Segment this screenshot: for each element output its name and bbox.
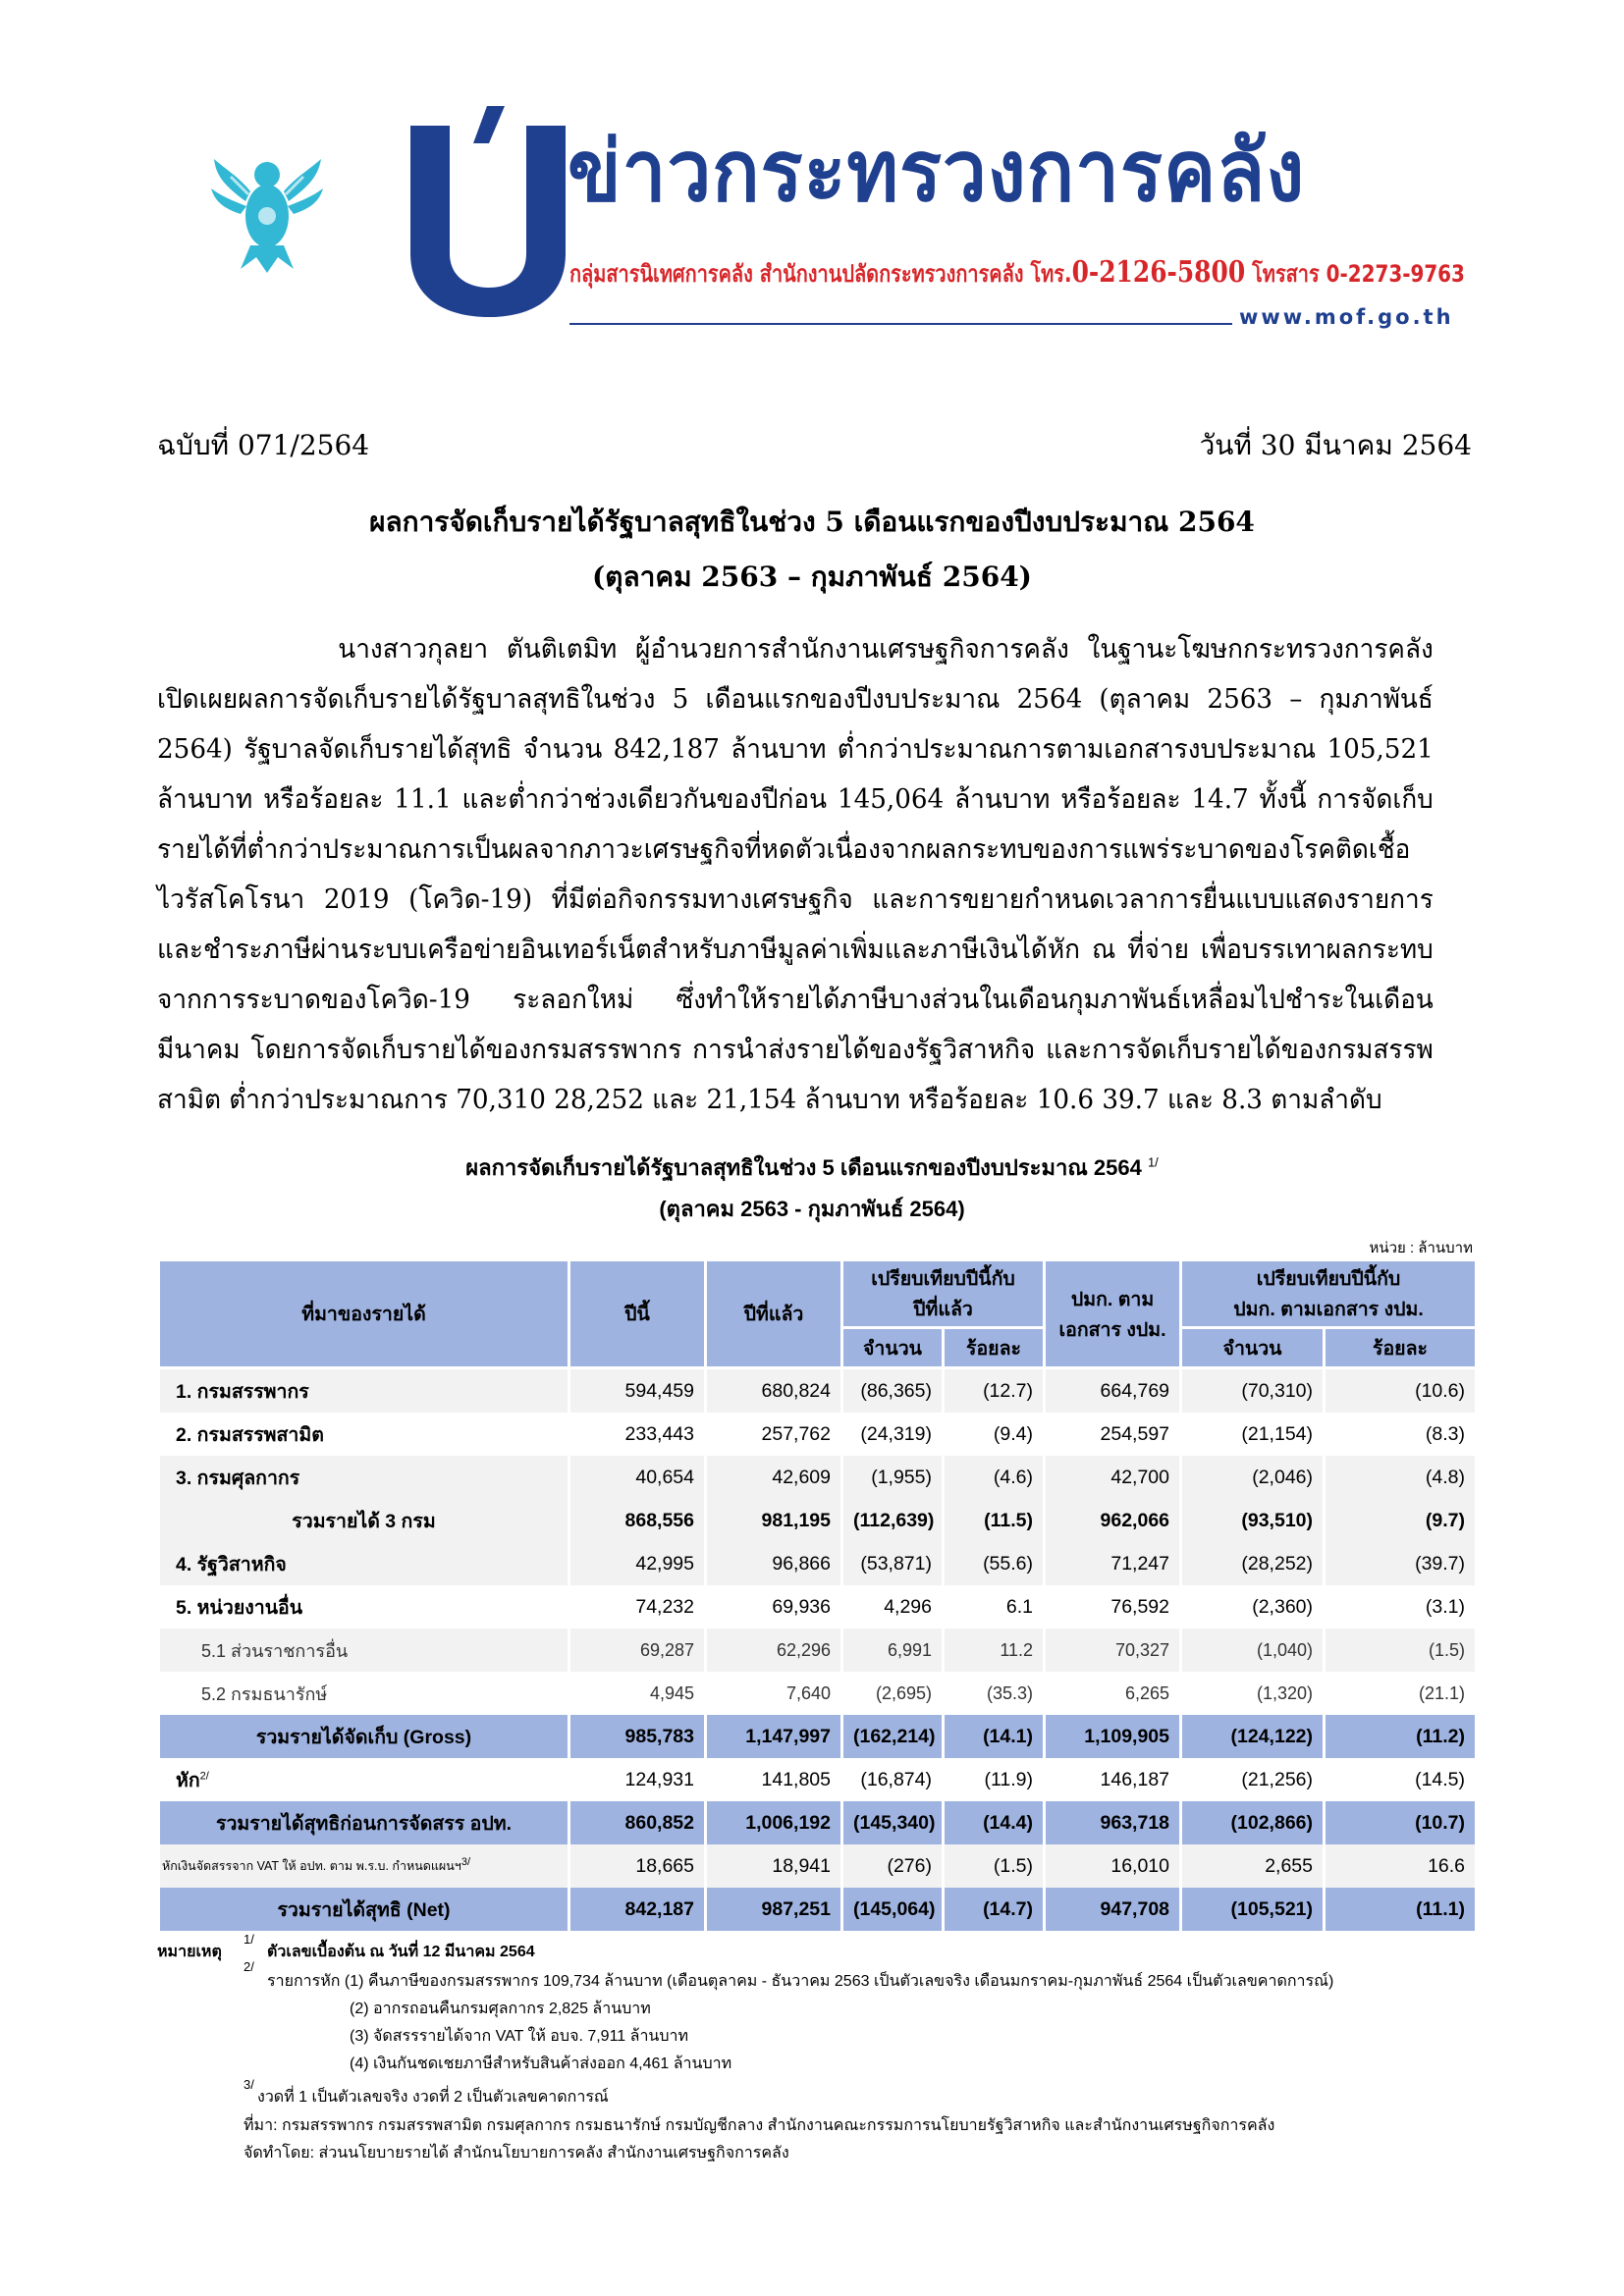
cell-pct-last: (11.9): [944, 1758, 1045, 1801]
banner-contact: [569, 254, 1465, 293]
compare-last-line2: ปีที่แล้ว: [913, 1299, 973, 1320]
cell-estimate: 71,247: [1045, 1542, 1181, 1585]
cell-pct-last: (9.4): [944, 1413, 1045, 1456]
cell-pct-est: (4.8): [1325, 1456, 1477, 1499]
cell-diff-last: (276): [842, 1844, 944, 1888]
banner-phone: 0-2126-5800: [1071, 255, 1246, 290]
cell-last-year: 42,609: [706, 1456, 842, 1499]
table-title: [0, 1150, 1624, 1185]
row-label: [159, 1499, 569, 1542]
col-header-estimate: [1045, 1260, 1181, 1368]
cell-diff-est: (105,521): [1181, 1888, 1325, 1931]
cell-diff-est: (124,122): [1181, 1715, 1325, 1758]
estimate-line2: เอกสาร งปม.: [1058, 1318, 1166, 1341]
cell-diff-est: (2,046): [1181, 1456, 1325, 1499]
note-1: ตัวเลขเบื้องต้น ณ วันที่ 12 มีนาคม 2564: [267, 1944, 535, 1960]
cell-last-year: 96,866: [706, 1542, 842, 1585]
table-row: [159, 1801, 1477, 1844]
row-label-text: รวมรายได้สุทธิ (Net): [277, 1898, 451, 1921]
note-2-line4: (4) เงินกันชดเชยภาษีสำหรับสินค้าส่งออก 4,461 ล้านบาท: [350, 2056, 732, 2072]
row-label-text: 2. กรมสรรพสามิต: [176, 1423, 324, 1446]
banner-underline: [569, 323, 1232, 325]
cell-pct-last: (14.7): [944, 1888, 1045, 1931]
cell-diff-last: (145,064): [842, 1888, 944, 1931]
cell-estimate: 947,708: [1045, 1888, 1181, 1931]
row-label-text: รวมรายได้จัดเก็บ (Gross): [255, 1726, 472, 1748]
banner-title: ข่าวกระทรวงการคลัง: [568, 123, 1306, 221]
compare-est-line1: เปรียบเทียบปีนี้กับ: [1256, 1268, 1401, 1290]
col-header-source: ที่มาของรายได้: [159, 1260, 569, 1368]
cell-pct-est: (9.7): [1325, 1499, 1477, 1542]
row-label-note: 3/: [460, 1855, 471, 1868]
banner-subtitle: กลุ่มสารนิเทศการคลัง สำนักงานปลัดกระทรวงการคลัง โทร.: [569, 260, 1072, 288]
row-label-text: รวมรายได้สุทธิก่อนการจัดสรร อปท.: [215, 1812, 513, 1835]
note-3-mark-text: 3/: [244, 2077, 254, 2092]
cell-diff-last: (162,214): [842, 1715, 944, 1758]
row-label: [159, 1413, 569, 1456]
cell-diff-est: (102,866): [1181, 1801, 1325, 1844]
cell-diff-last: (145,340): [842, 1801, 944, 1844]
cell-diff-last: 6,991: [842, 1629, 944, 1672]
row-label-text: หัก: [176, 1769, 200, 1791]
row-label: [159, 1844, 569, 1888]
table-row: [159, 1672, 1477, 1715]
row-label: [159, 1801, 569, 1844]
col-header-amount-est: จำนวน: [1181, 1328, 1325, 1368]
cell-estimate: 76,592: [1045, 1585, 1181, 1629]
note-2-mark-text: 2/: [244, 1959, 254, 1974]
compare-last-line1: เปรียบเทียบปีนี้กับ: [871, 1268, 1015, 1290]
notes-label: หมายเหตุ: [157, 1944, 222, 1960]
cell-last-year: 7,640: [706, 1672, 842, 1715]
cell-diff-est: (70,310): [1181, 1368, 1325, 1414]
cell-pct-est: (10.6): [1325, 1368, 1477, 1414]
note-2-mark: [244, 1959, 254, 1982]
cell-diff-last: (24,319): [842, 1413, 944, 1456]
note-2-line1: รายการหัก (1) คืนภาษีของกรมสรรพากร 109,734 ล้านบาท (เดือนตุลาคม - ธันวาคม 2563 เป็นตัวเลขจริง เดือนมกราคม-กุมภาพันธ์ 2564 เป็นตัวเลขคาดการณ์): [267, 1973, 1334, 1990]
row-label-text: 4. รัฐวิสาหกิจ: [176, 1553, 287, 1575]
cell-last-year: 1,006,192: [706, 1801, 842, 1844]
cell-pct-last: (14.4): [944, 1801, 1045, 1844]
cell-last-year: 69,936: [706, 1585, 842, 1629]
table-header-row: [159, 1260, 1477, 1328]
cell-pct-est: (1.5): [1325, 1629, 1477, 1672]
cell-last-year: 680,824: [706, 1368, 842, 1414]
revenue-table: [157, 1258, 1478, 1931]
body-paragraph: นางสาวกุลยา ตันติเตมิท ผู้อำนวยการสำนักงานเศรษฐกิจการคลัง ในฐานะโฆษกกระทรวงการคลัง เปิดเผยผลการจัดเก็บรายได้รัฐบาลสุทธิในช่วง 5 เดือนแรกของปีงบประมาณ 2564 (ตุลาคม 2563 – กุมภาพันธ์ 2564) รัฐบาลจัดเก็บรายได้สุทธิ จำนวน 842,187 ล้านบาท ต่ำกว่าประมาณการตามเอกสารงบประมาณ 105,521 ล้านบาท หรือร้อยละ 11.1 และต่ำกว่าช่วงเดียวกันของปีก่อน 145,064 ล้านบาท หรือร้อยละ 14.7 ทั้งนี้ การจัดเก็บรายได้ที่ต่ำกว่าประมาณการเป็นผลจากภาวะเศรษฐกิจที่หดตัวเนื่องจากผลกระทบของการแพร่ระบาดของโรคติดเชื้อไวรัสโคโรนา 2019 (โควิด-19) ที่มีต่อกิจกรรมทางเศรษฐกิจ และการขยายกำหนดเวลาการยื่นแบบแสดงรายการและชำระภาษีผ่านระบบเครือข่ายอินเทอร์เน็ตสำหรับภาษีมูลค่าเพิ่มและภาษีเงินได้หัก ณ ที่จ่าย เพื่อบรรเทาผลกระทบจากการระบาดของโควิด-19 ระลอกใหม่ ซึ่งทำให้รายได้ภาษีบางส่วนในเดือนกุมภาพันธ์เหลื่อมไปชำระในเดือนมีนาคม โดยการจัดเก็บรายได้ของกรมสรรพากร การนำส่งรายได้ของรัฐวิสาหกิจ และการจัดเก็บรายได้ของกรมสรรพสามิต ต่ำกว่าประมาณการ 70,310 28,252 และ 21,154 ล้านบาท หรือร้อยละ 10.6 39.7 และ 8.3 ตามลำดับ: [157, 634, 1434, 1115]
cell-pct-last: (55.6): [944, 1542, 1045, 1585]
table-row: [159, 1368, 1477, 1414]
cell-last-year: 987,251: [706, 1888, 842, 1931]
cell-pct-last: (11.5): [944, 1499, 1045, 1542]
col-header-compare-estimate: [1181, 1260, 1477, 1328]
cell-this-year: 868,556: [569, 1499, 706, 1542]
cell-this-year: 74,232: [569, 1585, 706, 1629]
cell-this-year: 124,931: [569, 1758, 706, 1801]
cell-diff-last: 4,296: [842, 1585, 944, 1629]
prepared-by-note: จัดทำโดย: ส่วนนโยบายรายได้ สำนักนโยบายการคลัง สำนักงานเศรษฐกิจการคลัง: [244, 2145, 789, 2162]
row-label: [159, 1888, 569, 1931]
note-2-line2: (2) อากรถอนคืนกรมศุลกากร 2,825 ล้านบาท: [350, 2001, 651, 2017]
col-header-percent: ร้อยละ: [944, 1328, 1045, 1368]
cell-pct-est: (8.3): [1325, 1413, 1477, 1456]
cell-diff-est: 2,655: [1181, 1844, 1325, 1888]
cell-diff-est: (2,360): [1181, 1585, 1325, 1629]
cell-estimate: 963,718: [1045, 1801, 1181, 1844]
table-row: [159, 1499, 1477, 1542]
cell-pct-last: 6.1: [944, 1585, 1045, 1629]
cell-estimate: 6,265: [1045, 1672, 1181, 1715]
cell-diff-last: (112,639): [842, 1499, 944, 1542]
table-row: [159, 1585, 1477, 1629]
cell-estimate: 1,109,905: [1045, 1715, 1181, 1758]
issue-date: วันที่ 30 มีนาคม 2564: [1199, 429, 1472, 461]
cell-pct-last: (14.1): [944, 1715, 1045, 1758]
row-label: [159, 1542, 569, 1585]
note-1-mark-text: 1/: [244, 1932, 254, 1947]
cell-diff-est: (1,320): [1181, 1672, 1325, 1715]
garuda-emblem-logo: [211, 147, 324, 275]
cell-estimate: 146,187: [1045, 1758, 1181, 1801]
headline-period: (ตุลาคม 2563 – กุมภาพันธ์ 2564): [592, 561, 1032, 593]
news-logo-ma-glyph: [401, 106, 577, 322]
cell-pct-last: (4.6): [944, 1456, 1045, 1499]
table-row: [159, 1888, 1477, 1931]
col-header-percent-est: ร้อยละ: [1325, 1328, 1477, 1368]
cell-this-year: 860,852: [569, 1801, 706, 1844]
row-label: [159, 1368, 569, 1414]
banner-url-link[interactable]: www.mof.go.th: [1239, 305, 1454, 329]
cell-pct-last: (12.7): [944, 1368, 1045, 1414]
table-row: [159, 1413, 1477, 1456]
cell-this-year: 42,995: [569, 1542, 706, 1585]
note-1-mark: [244, 1932, 254, 1954]
banner-fax: 0-2273-9763: [1326, 260, 1465, 288]
table-title-note: 1/: [1147, 1154, 1159, 1170]
row-label: [159, 1456, 569, 1499]
col-header-amount: จำนวน: [842, 1328, 944, 1368]
cell-last-year: 62,296: [706, 1629, 842, 1672]
cell-last-year: 981,195: [706, 1499, 842, 1542]
cell-diff-last: (1,955): [842, 1456, 944, 1499]
col-header-compare-last: [842, 1260, 1045, 1328]
cell-estimate: 962,066: [1045, 1499, 1181, 1542]
table-subtitle: (ตุลาคม 2563 - กุมภาพันธ์ 2564): [659, 1197, 965, 1221]
compare-est-line2: ปมก. ตามเอกสาร งปม.: [1233, 1299, 1424, 1320]
cell-diff-last: (86,365): [842, 1368, 944, 1414]
table-row: [159, 1542, 1477, 1585]
cell-pct-last: (35.3): [944, 1672, 1045, 1715]
row-label-text: 3. กรมศุลกากร: [176, 1467, 300, 1489]
note-2-line3: (3) จัดสรรรายได้จาก VAT ให้ อบจ. 7,911 ล้านบาท: [350, 2028, 689, 2045]
note-3-mark: [244, 2077, 254, 2100]
cell-pct-est: 16.6: [1325, 1844, 1477, 1888]
cell-diff-last: (16,874): [842, 1758, 944, 1801]
cell-diff-last: (2,695): [842, 1672, 944, 1715]
cell-estimate: 16,010: [1045, 1844, 1181, 1888]
cell-pct-est: (11.1): [1325, 1888, 1477, 1931]
cell-this-year: 985,783: [569, 1715, 706, 1758]
row-label: [159, 1672, 569, 1715]
cell-diff-est: (93,510): [1181, 1499, 1325, 1542]
row-label: [159, 1715, 569, 1758]
cell-diff-est: (28,252): [1181, 1542, 1325, 1585]
row-label-text: 5.2 กรมธนารักษ์: [201, 1683, 328, 1704]
row-label: [159, 1585, 569, 1629]
cell-estimate: 70,327: [1045, 1629, 1181, 1672]
cell-diff-est: (1,040): [1181, 1629, 1325, 1672]
cell-pct-last: 11.2: [944, 1629, 1045, 1672]
cell-this-year: 842,187: [569, 1888, 706, 1931]
cell-last-year: 257,762: [706, 1413, 842, 1456]
cell-pct-est: (11.2): [1325, 1715, 1477, 1758]
cell-this-year: 18,665: [569, 1844, 706, 1888]
cell-pct-est: (3.1): [1325, 1585, 1477, 1629]
estimate-line1: ปมก. ตาม: [1070, 1288, 1155, 1310]
col-header-this-year: ปีนี้: [569, 1260, 706, 1368]
cell-diff-est: (21,154): [1181, 1413, 1325, 1456]
cell-this-year: 69,287: [569, 1629, 706, 1672]
cell-estimate: 254,597: [1045, 1413, 1181, 1456]
source-note: ที่มา: กรมสรรพากร กรมสรรพสามิต กรมศุลกากร กรมธนารักษ์ กรมบัญชีกลาง สำนักงานคณะกรรมการนโยบายรัฐวิสาหกิจ และสำนักงานเศรษฐกิจการคลัง: [244, 2117, 1275, 2134]
row-label-note: 2/: [199, 1770, 209, 1782]
cell-last-year: 1,147,997: [706, 1715, 842, 1758]
table-row: [159, 1715, 1477, 1758]
cell-last-year: 141,805: [706, 1758, 842, 1801]
cell-pct-est: (39.7): [1325, 1542, 1477, 1585]
table-row: [159, 1844, 1477, 1888]
cell-diff-last: (53,871): [842, 1542, 944, 1585]
cell-pct-est: (14.5): [1325, 1758, 1477, 1801]
row-label-text: 5.1 ส่วนราชการอื่น: [201, 1640, 349, 1661]
cell-pct-last: (1.5): [944, 1844, 1045, 1888]
row-label-text: รวมรายได้ 3 กรม: [292, 1510, 436, 1532]
cell-this-year: 40,654: [569, 1456, 706, 1499]
row-label: [159, 1758, 569, 1801]
row-label-text: 5. หน่วยงานอื่น: [176, 1596, 303, 1619]
cell-last-year: 18,941: [706, 1844, 842, 1888]
table-row: [159, 1758, 1477, 1801]
table-row: [159, 1456, 1477, 1499]
note-3: งวดที่ 1 เป็นตัวเลขจริง งวดที่ 2 เป็นตัวเลขคาดการณ์: [257, 2089, 609, 2106]
issue-number: ฉบับที่ 071/2564: [157, 429, 370, 461]
row-label-text: 1. กรมสรรพากร: [176, 1380, 309, 1403]
table-title-text: ผลการจัดเก็บรายได้รัฐบาลสุทธิในช่วง 5 เดือนแรกของปีงบประมาณ 2564: [465, 1155, 1142, 1180]
cell-pct-est: (10.7): [1325, 1801, 1477, 1844]
col-header-last-year: ปีที่แล้ว: [706, 1260, 842, 1368]
cell-this-year: 594,459: [569, 1368, 706, 1414]
cell-estimate: 42,700: [1045, 1456, 1181, 1499]
row-label-text: หักเงินจัดสรรจาก VAT ให้ อปท. ตาม พ.ร.บ. กำหนดแผนฯ: [162, 1859, 461, 1874]
cell-estimate: 664,769: [1045, 1368, 1181, 1414]
row-label: [159, 1629, 569, 1672]
table-unit: หน่วย : ล้านบาท: [1369, 1240, 1473, 1256]
table-row: [159, 1629, 1477, 1672]
cell-diff-est: (21,256): [1181, 1758, 1325, 1801]
cell-this-year: 4,945: [569, 1672, 706, 1715]
headline: ผลการจัดเก็บรายได้รัฐบาลสุทธิในช่วง 5 เดือนแรกของปีงบประมาณ 2564: [369, 506, 1255, 538]
banner-fax-label: โทรสาร: [1252, 260, 1320, 288]
cell-pct-est: (21.1): [1325, 1672, 1477, 1715]
cell-this-year: 233,443: [569, 1413, 706, 1456]
